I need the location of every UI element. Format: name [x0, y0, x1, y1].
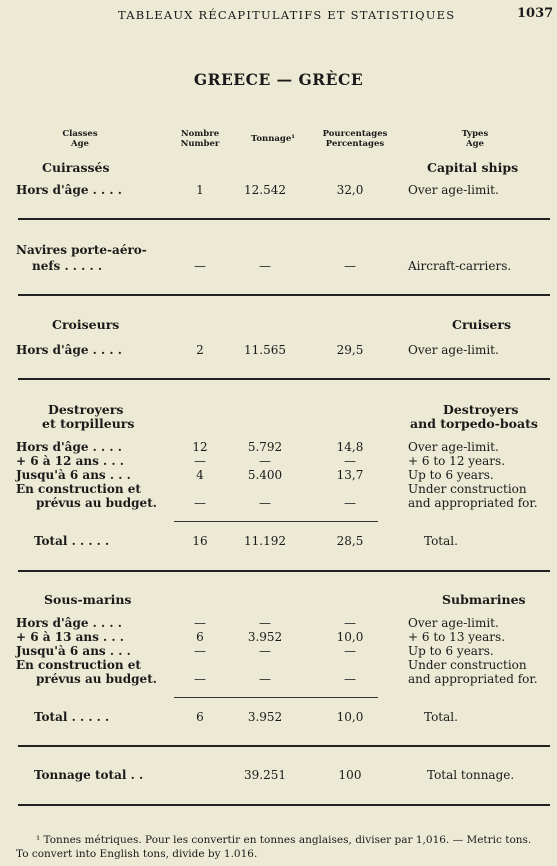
divider: [18, 745, 550, 747]
divider: [18, 804, 550, 806]
row-label: En construction et: [16, 658, 141, 672]
row-type: Aircraft-carriers.: [408, 259, 512, 273]
section-destroyers-en-1: Destroyers: [443, 402, 519, 417]
row-label: En construction et: [16, 482, 141, 496]
row-number: 2: [196, 343, 204, 357]
row-number: —: [194, 496, 206, 510]
col-header-nombre: [170, 129, 230, 149]
row-type: Up to 6 years.: [408, 644, 494, 658]
row-type: Over age-limit.: [408, 183, 499, 197]
row-percentage: —: [344, 496, 356, 510]
row-type-cont: and appropriated for.: [408, 496, 538, 510]
col-header-nombre-en: Number: [180, 139, 220, 149]
row-label: Hors d'âge . . . .: [16, 343, 122, 357]
section-destroyers-fr-2: et torpilleurs: [42, 416, 135, 431]
row-label: Hors d'âge . . . .: [16, 183, 122, 197]
porte-avions-label-1: Navires porte-aéro-: [16, 243, 147, 257]
section-destroyers-en-2: and torpedo-boats: [410, 416, 538, 431]
row-label: Hors d'âge . . . .: [16, 616, 122, 630]
row-tonnage: —: [259, 672, 271, 686]
row-tonnage: 11.565: [244, 343, 286, 357]
section-sous-marins-fr: Sous-marins: [44, 592, 132, 607]
row-type: Under construction: [408, 482, 527, 496]
section-cuirasses-fr: Cuirassés: [42, 160, 110, 175]
page-number: 1037: [517, 6, 554, 21]
total-percentage: 10,0: [336, 710, 364, 724]
col-header-classes: [40, 129, 120, 149]
total-number: 6: [196, 710, 204, 724]
section-croiseurs-en: Cruisers: [452, 317, 511, 332]
grand-total-label: Tonnage total . .: [34, 768, 144, 782]
divider: [18, 294, 550, 296]
total-tonnage: 3.952: [247, 710, 283, 724]
row-number: —: [194, 259, 206, 273]
row-percentage: 14,8: [336, 440, 364, 454]
row-type: Over age-limit.: [408, 616, 499, 630]
row-number: 6: [196, 630, 204, 644]
row-percentage: —: [344, 644, 356, 658]
row-percentage: 10,0: [336, 630, 364, 644]
col-header-pct-fr: Pourcentages: [322, 129, 388, 139]
grand-total-tonnage: 39.251: [244, 768, 286, 782]
row-type: Over age-limit.: [408, 343, 499, 357]
row-type: + 6 to 13 years.: [408, 630, 506, 644]
col-header-pct: [315, 129, 395, 149]
row-percentage: —: [344, 454, 356, 468]
col-header-classes-fr: Classes: [62, 129, 98, 139]
col-header-pct-en: Percentages: [325, 139, 385, 149]
row-label: + 6 à 12 ans . . .: [16, 454, 124, 468]
row-tonnage: —: [259, 259, 271, 273]
total-number: 16: [192, 534, 208, 548]
section-croiseurs-fr: Croiseurs: [52, 317, 120, 332]
row-tonnage: —: [259, 454, 271, 468]
row-tonnage: —: [259, 616, 271, 630]
page-title: GREECE — GRÈCE: [193, 70, 364, 89]
row-tonnage: —: [259, 644, 271, 658]
row-label: Hors d'âge . . . .: [16, 440, 122, 454]
row-number: —: [194, 616, 206, 630]
porte-avions-label-2: nefs . . . . .: [32, 259, 103, 273]
row-percentage: 29,5: [336, 343, 364, 357]
grand-total-type: Total tonnage.: [427, 768, 515, 782]
row-type: Up to 6 years.: [408, 468, 494, 482]
row-type: Over age-limit.: [408, 440, 499, 454]
divider: [18, 570, 550, 572]
divider: [18, 378, 550, 380]
row-label: Jusqu'à 6 ans . . .: [16, 644, 131, 658]
section-cuirasses-en: Capital ships: [427, 160, 519, 175]
divider: [18, 218, 550, 220]
running-head: TABLEAUX RÉCAPITULATIFS ET STATISTIQUES: [118, 8, 456, 22]
total-label: Total . . . . .: [34, 710, 110, 724]
row-type: + 6 to 12 years.: [408, 454, 506, 468]
subtotal-rule: [174, 521, 378, 522]
row-percentage: —: [344, 616, 356, 630]
row-tonnage: 12.542: [244, 183, 286, 197]
grand-total-percentage: 100: [338, 768, 362, 782]
col-header-types: [440, 129, 510, 149]
row-percentage: —: [344, 672, 356, 686]
row-number: —: [194, 672, 206, 686]
row-tonnage: 3.952: [247, 630, 283, 644]
row-number: —: [194, 644, 206, 658]
row-tonnage: 5.400: [247, 468, 283, 482]
col-header-nombre-fr: Nombre: [180, 129, 220, 139]
row-number: 4: [196, 468, 204, 482]
total-label: Total . . . . .: [34, 534, 110, 548]
footnote-line-1: ¹ Tonnes métriques. Pour les convertir en tonnes anglaises, diviser par 1,016. — Metric tons.: [36, 834, 532, 846]
row-number: 12: [192, 440, 208, 454]
col-header-types-fr: Types: [461, 129, 489, 139]
section-sous-marins-en: Submarines: [442, 592, 526, 607]
row-label-cont: prévus au budget.: [36, 672, 157, 686]
row-percentage: 32,0: [336, 183, 364, 197]
subtotal-rule: [174, 697, 378, 698]
total-type: Total.: [424, 534, 458, 548]
row-number: 1: [196, 183, 204, 197]
row-percentage: —: [344, 259, 356, 273]
col-header-tonnage: Tonnage¹: [251, 134, 295, 144]
col-header-classes-en: Age: [71, 139, 89, 149]
section-destroyers-fr-1: Destroyers: [48, 402, 124, 417]
row-type-cont: and appropriated for.: [408, 672, 538, 686]
total-tonnage: 11.192: [244, 534, 286, 548]
col-header-types-en: Age: [466, 139, 484, 149]
row-number: —: [194, 454, 206, 468]
row-tonnage: —: [259, 496, 271, 510]
total-type: Total.: [424, 710, 458, 724]
row-percentage: 13,7: [336, 468, 364, 482]
total-percentage: 28,5: [336, 534, 364, 548]
row-label: + 6 à 13 ans . . .: [16, 630, 124, 644]
row-label: Jusqu'à 6 ans . . .: [16, 468, 131, 482]
row-label-cont: prévus au budget.: [36, 496, 157, 510]
footnote-line-2: To convert into English tons, divide by 1.016.: [16, 848, 258, 860]
row-tonnage: 5.792: [247, 440, 283, 454]
row-type: Under construction: [408, 658, 527, 672]
